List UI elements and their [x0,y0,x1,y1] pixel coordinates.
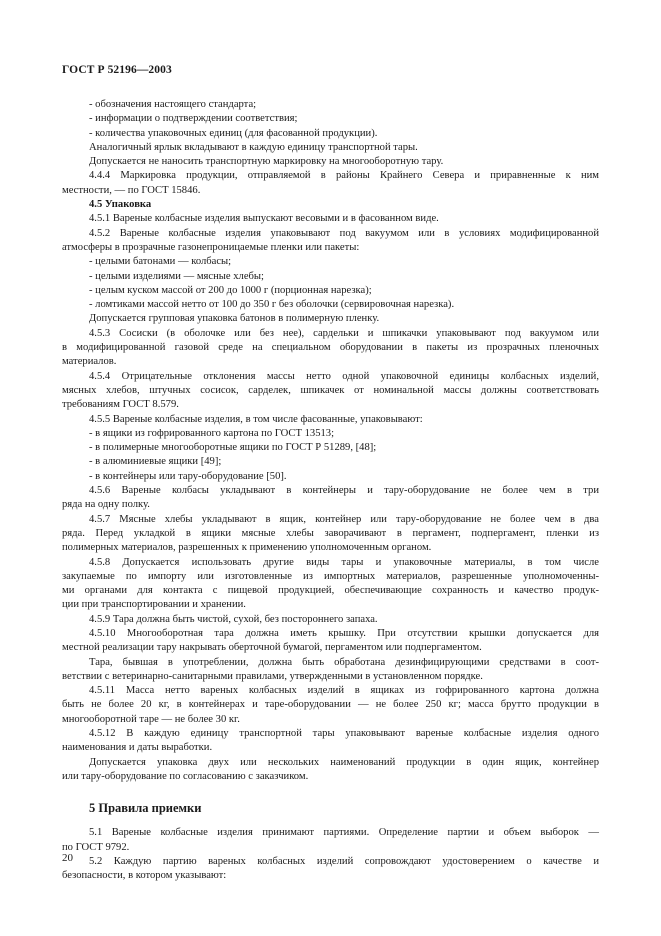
text-line: требованиям ГОСТ 8.579. [62,399,179,411]
text-line: - количества упаковочных единиц (для фасованной продукции). [89,127,378,139]
text-line: по ГОСТ 9792. [62,841,130,853]
text-line: 4.5.3 Сосиски (в оболочке или без нее), сардельки и шпикачки упаковывают под вакуумом или [89,327,599,339]
text-line: ми органами для контакта с пищевой продукцией, обеспечивающие сохранность и качество продук- [62,585,599,597]
text-line: закупаемые по импорту или изготовленные из импортных материалов, разрешенные уполномоченны- [62,570,599,582]
section-heading: 5 Правила приемки [89,801,202,816]
text-line: - целыми изделиями — мясные хлебы; [89,270,264,282]
text-line: 4.4.4 Маркировка продукции, отправляемой в районы Крайнего Севера и приравненные к ним [89,170,599,182]
text-line: ветствии с ветеринарно-санитарными правилами, утвержденными в установленном порядке. [62,670,483,682]
text-line: - целыми батонами — колбасы; [89,256,232,268]
text-line: 4.5.4 Отрицательные отклонения массы нетто одной упаковочной единицы колбасных изделий, [89,370,599,382]
text-line: материалов. [62,356,117,368]
text-line: полимерных материалов, разрешенных к применению уполномоченным органом. [62,542,432,554]
text-line: 4.5.7 Мясные хлебы укладывают в ящик, контейнер или тару-оборудование не более чем в два [89,513,599,525]
text-line: ряда. Перед укладкой в ящики мясные хлебы заворачивают в пергамент, подпергамент, пленки из [62,527,599,539]
text-line: Допускается не наносить транспортную маркировку на многооборотную тару. [89,156,444,168]
text-line: 5.2 Каждую партию вареных колбасных изделий сопровождают удостоверением о качестве и [89,855,599,867]
text-line: 4.5.11 Масса нетто вареных колбасных изделий в ящиках из гофрированного картона должна [89,685,599,697]
text-line: или тару-оборудование по согласованию с заказчиком. [62,770,309,782]
text-line: атмосферы в прозрачные газонепроницаемые пленки или пакеты: [62,241,360,253]
text-line: - в алюминиевые ящики [49]; [89,456,222,468]
text-line: 4.5.8 Допускается использовать другие виды тары и упаковочные материалы, в том числе [89,556,599,568]
text-line: наименования и даты выработки. [62,742,213,754]
text-line: - обозначения настоящего стандарта; [89,99,257,110]
text-line: многооборотной таре — не более 30 кг. [62,713,240,725]
text-line: 4.5.10 Многооборотная тара должна иметь крышку. При отсутствии крышки допускается для [89,627,599,639]
text-line: - в контейнеры или тару-оборудование [50]. [89,470,287,482]
text-line: мясных хлебов, штучных сосисок, сарделек, шпикачек от номинальной массы должны соответствовать [62,384,599,396]
standard-header: ГОСТ Р 52196—2003 [62,64,172,76]
text-line: - целым куском массой от 200 до 1000 г (порционная нарезка); [89,284,372,296]
text-line: 4.5.9 Тара должна быть чистой, сухой, без постороннего запаха. [89,613,378,625]
text-line: - ломтиками массой нетто от 100 до 350 г без оболочки (сервировочная нарезка). [89,299,455,311]
text-line: безопасности, в котором указывают: [62,870,227,882]
text-line: 4.5.12 В каждую единицу транспортной тары упаковывают вареные колбасные изделия одного [89,728,599,740]
text-line: ции при транспортировании и хранении. [62,599,246,611]
text-line: быть не более 20 кг, в контейнерах и таре-оборудовании — не более 250 кг; масса брутто продукции в [62,699,599,711]
text-line: Допускается групповая упаковка батонов в полимерную пленку. [89,313,380,325]
text-line: 4.5.5 Вареные колбасные изделия, в том числе фасованные, упаковывают: [89,413,423,425]
text-line: Аналогичный ярлык вкладывают в каждую единицу транспортной тары. [89,141,418,153]
text-line: местной реализации тару накрывать оберточной бумагой, пергаментом или подпергаментом. [62,642,482,654]
text-line: 4.5.2 Вареные колбасные изделия упаковывают под вакуумом или в условиях модифицированной [89,227,599,239]
text-line: 5.1 Вареные колбасные изделия принимают партиями. Определение партии и объем выборок — [89,827,599,839]
text-line: Допускается упаковка двух или нескольких наименований продукции в один ящик, контейнер [89,756,599,768]
text-line: в модифицированной газовой среде на специальном оборудовании в пакеты из прозрачных пленочных [62,342,599,354]
text-line: - в ящики из гофрированного картона по ГОСТ 13513; [89,427,335,439]
text-line: Тара, бывшая в употреблении, должна быть обработана дезинфицирующими средствами в соот- [89,656,599,668]
text-line: 4.5.6 Вареные колбасы укладывают в контейнеры и тару-оборудование не более чем в три [89,485,599,497]
text-line: - информации о подтверждении соответствия; [89,113,298,125]
text-line: ряда на одну полку. [62,499,150,511]
text-line: 4.5.1 Вареные колбасные изделия выпускают весовыми и в фасованном виде. [89,213,439,225]
subsection-heading: 4.5 Упаковка [89,199,152,211]
page-number: 20 [62,852,73,864]
text-line: - в полимерные многооборотные ящики по ГОСТ Р 51289, [48]; [89,442,377,454]
text-line: местности, — по ГОСТ 15846. [62,184,201,196]
document-body [62,98,599,883]
